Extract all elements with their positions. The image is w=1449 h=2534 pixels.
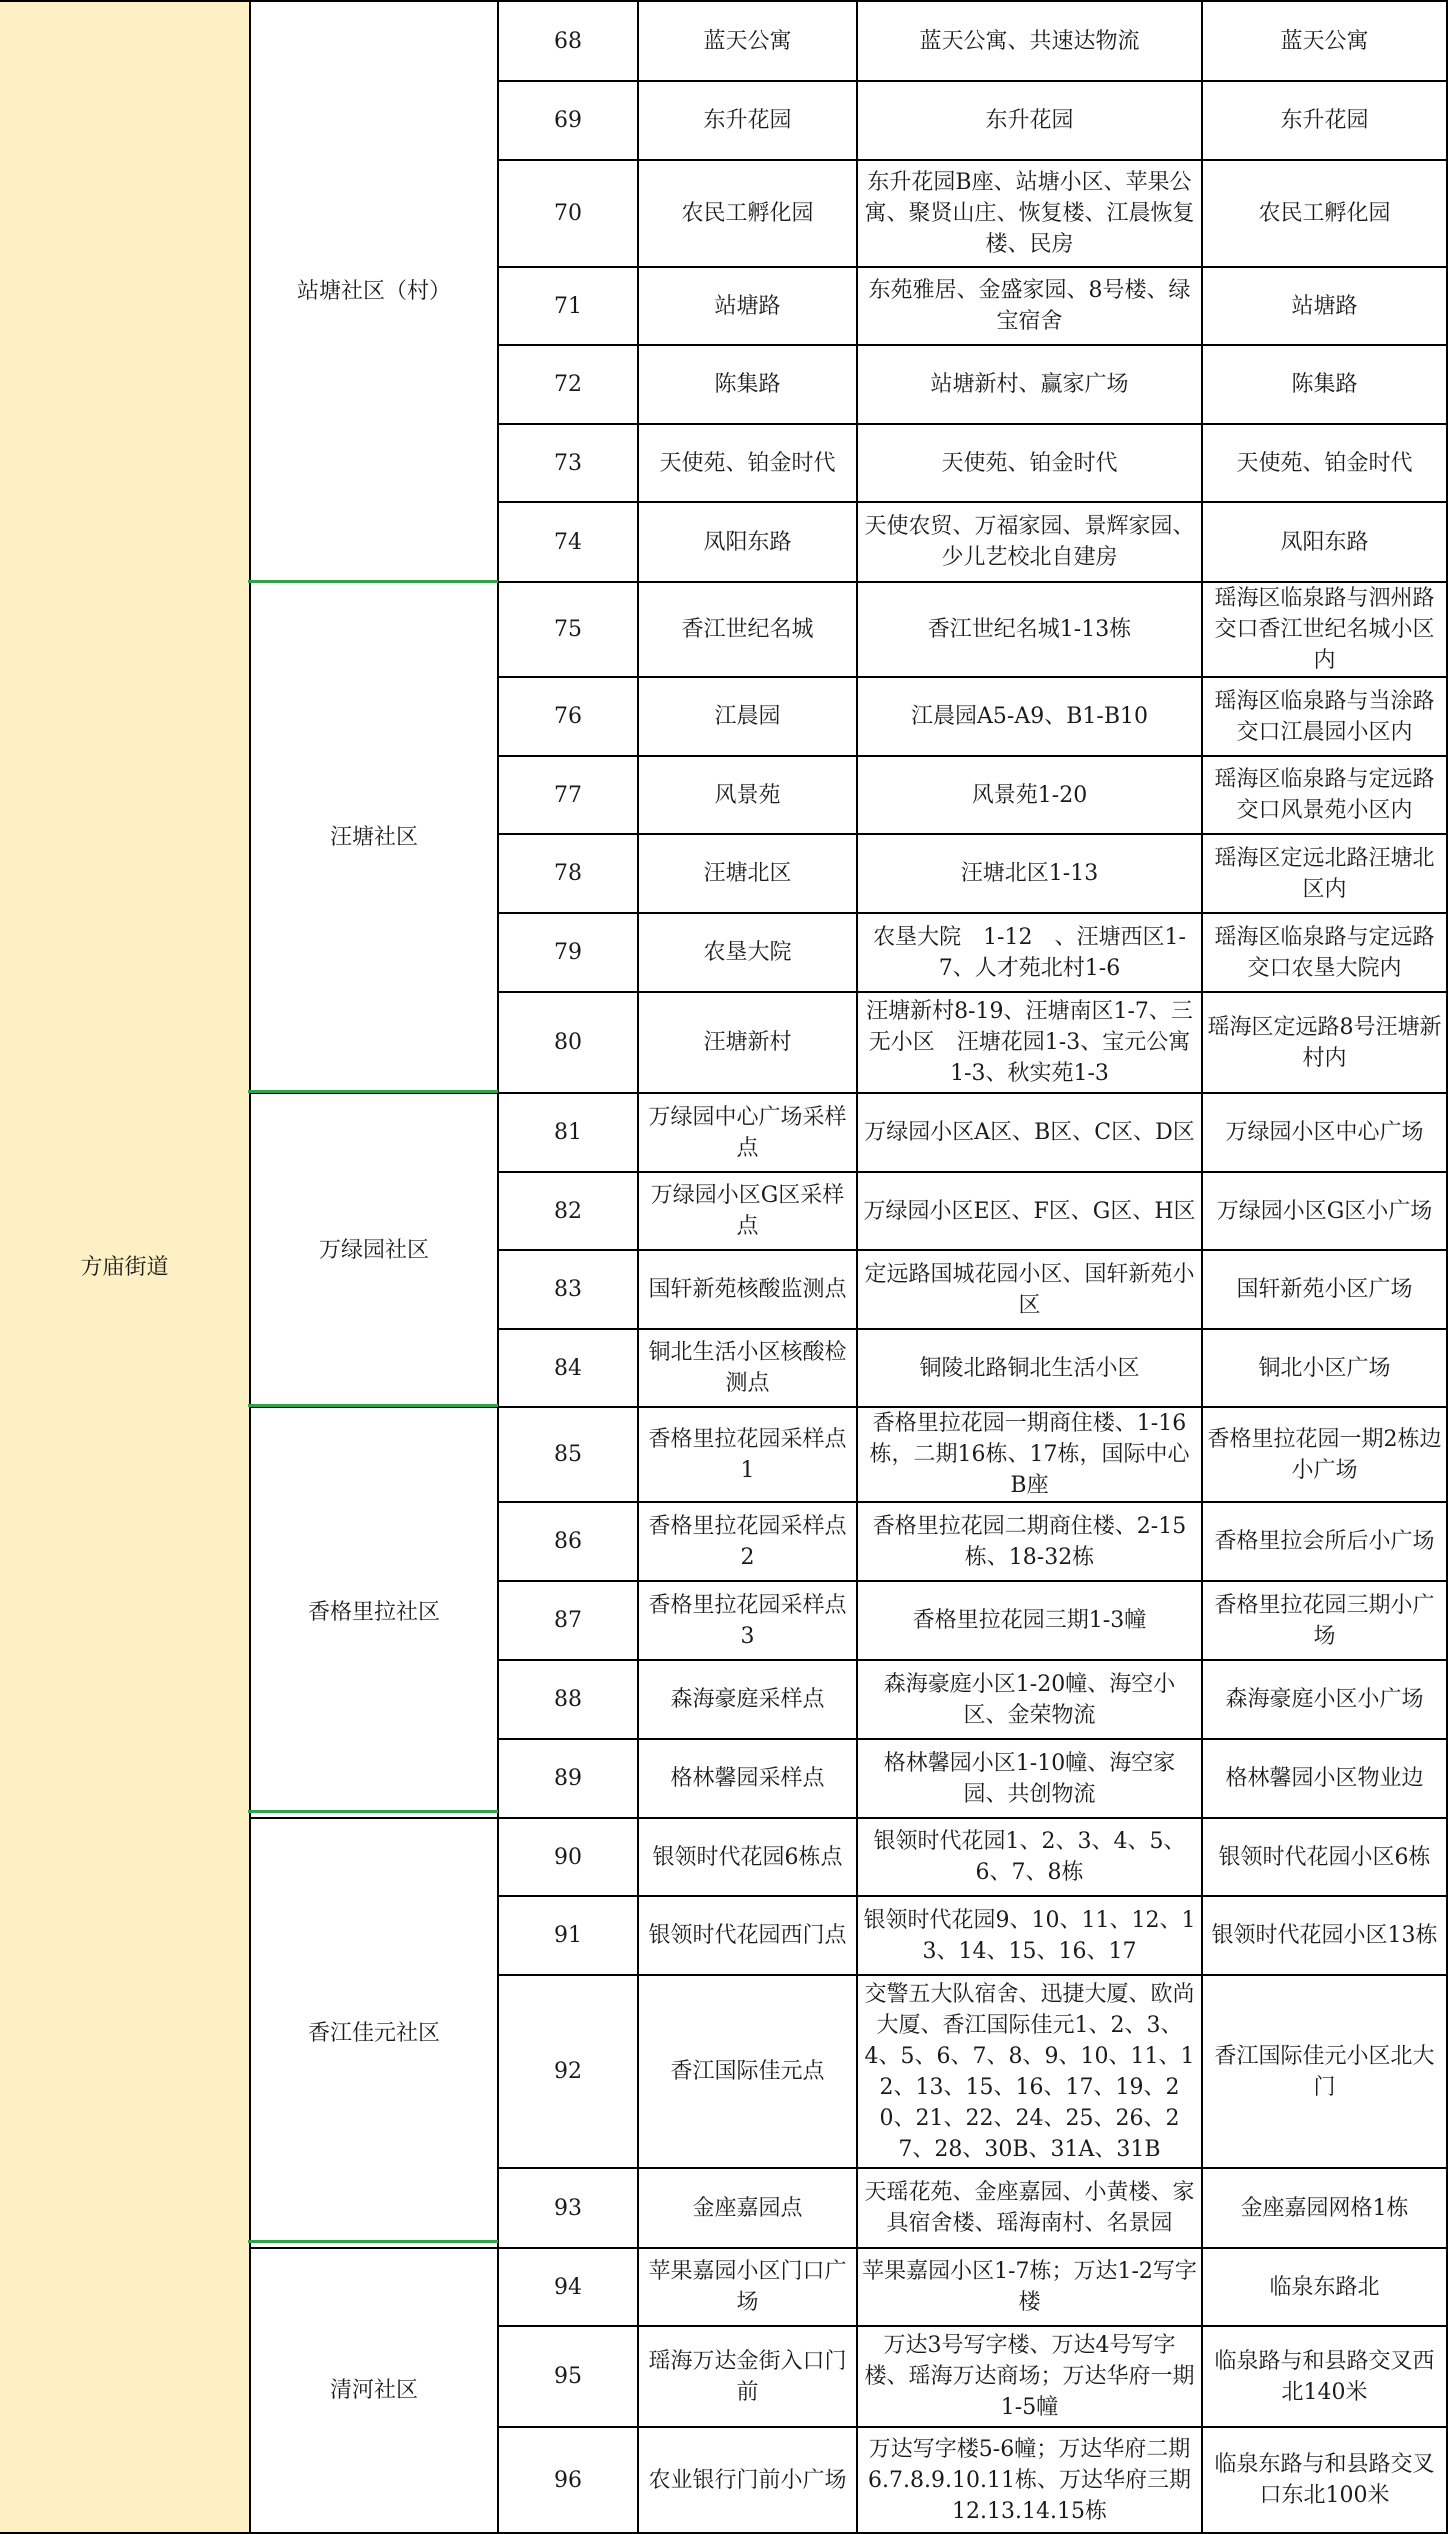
row-number-cell: 81 [498,1093,638,1172]
row-number-cell: 94 [498,2248,638,2326]
site-location-cell: 瑶海区临泉路与泗州路交口香江世纪名城小区内 [1202,582,1447,677]
site-location-cell: 瑶海区临泉路与定远路交口风景苑小区内 [1202,756,1447,834]
coverage-scope-cell: 香江世纪名城1-13栋 [857,582,1202,677]
community-divider [248,1404,498,1407]
sampling-site-cell: 凤阳东路 [638,502,857,582]
site-location-cell: 站塘路 [1202,267,1447,345]
site-location-cell: 瑶海区定远路8号汪塘新村内 [1202,992,1447,1093]
site-location-cell: 瑶海区定远北路汪塘北区内 [1202,834,1447,913]
coverage-scope-cell: 江晨园A5-A9、B1-B10 [857,677,1202,756]
community-divider [248,580,498,583]
row-number-cell: 74 [498,502,638,582]
row-number-cell: 73 [498,424,638,502]
coverage-scope-cell: 香格里拉花园三期1-3幢 [857,1581,1202,1660]
row-number-cell: 90 [498,1818,638,1896]
coverage-scope-cell: 天使苑、铂金时代 [857,424,1202,502]
row-number-cell: 83 [498,1250,638,1329]
site-location-cell: 香格里拉花园三期小广场 [1202,1581,1447,1660]
sampling-site-cell: 香格里拉花园采样点2 [638,1502,857,1581]
sampling-site-cell: 格林馨园采样点 [638,1739,857,1818]
coverage-scope-cell: 汪塘新村8-19、汪塘南区1-7、三无小区 汪塘花园1-3、宝元公寓1-3、秋实苑1-3 [857,992,1202,1093]
site-location-cell: 铜北小区广场 [1202,1329,1447,1407]
site-location-cell: 香格里拉会所后小广场 [1202,1502,1447,1581]
row-number-cell: 82 [498,1172,638,1250]
site-location-cell: 国轩新苑小区广场 [1202,1250,1447,1329]
sampling-site-cell: 香格里拉花园采样点3 [638,1581,857,1660]
row-number-cell: 72 [498,345,638,424]
coverage-scope-cell: 银领时代花园1、2、3、4、5、6、7、8栋 [857,1818,1202,1896]
community-divider [248,2240,498,2243]
coverage-scope-cell: 农垦大院 1-12 、汪塘西区1-7、人才苑北村1-6 [857,913,1202,992]
sampling-site-cell: 森海豪庭采样点 [638,1660,857,1739]
coverage-scope-cell: 蓝天公寓、共速达物流 [857,1,1202,81]
site-location-cell: 凤阳东路 [1202,502,1447,582]
sampling-site-cell: 农垦大院 [638,913,857,992]
sampling-site-cell: 金座嘉园点 [638,2168,857,2248]
sampling-site-cell: 万绿园小区G区采样点 [638,1172,857,1250]
site-location-cell: 万绿园小区G区小广场 [1202,1172,1447,1250]
site-location-cell: 银领时代花园小区13栋 [1202,1896,1447,1975]
sampling-site-cell: 天使苑、铂金时代 [638,424,857,502]
site-location-cell: 东升花园 [1202,81,1447,160]
sampling-site-cell: 铜北生活小区核酸检测点 [638,1329,857,1407]
coverage-scope-cell: 汪塘北区1-13 [857,834,1202,913]
sampling-site-cell: 东升花园 [638,81,857,160]
row-number-cell: 69 [498,81,638,160]
table-row [0,1,1447,81]
coverage-scope-cell: 风景苑1-20 [857,756,1202,834]
coverage-scope-cell: 银领时代花园9、10、11、12、13、14、15、16、17 [857,1896,1202,1975]
row-number-cell: 80 [498,992,638,1093]
coverage-scope-cell: 站塘新村、赢家广场 [857,345,1202,424]
coverage-scope-cell: 东升花园 [857,81,1202,160]
site-location-cell: 陈集路 [1202,345,1447,424]
row-number-cell: 96 [498,2427,638,2533]
site-location-cell: 临泉东路与和县路交叉口东北100米 [1202,2427,1447,2533]
table-body [0,1,1447,2533]
site-location-cell: 天使苑、铂金时代 [1202,424,1447,502]
community-cell: 万绿园社区 [250,1093,498,1407]
site-location-cell: 森海豪庭小区小广场 [1202,1660,1447,1739]
sampling-site-cell: 陈集路 [638,345,857,424]
coverage-scope-cell: 格林馨园小区1-10幢、海空家园、共创物流 [857,1739,1202,1818]
sampling-site-cell: 站塘路 [638,267,857,345]
sampling-site-cell: 汪塘北区 [638,834,857,913]
site-location-cell: 银领时代花园小区6栋 [1202,1818,1447,1896]
coverage-scope-cell: 森海豪庭小区1-20幢、海空小区、金荣物流 [857,1660,1202,1739]
street-cell: 方庙街道 [0,1,250,2533]
site-location-cell: 格林馨园小区物业边 [1202,1739,1447,1818]
row-number-cell: 93 [498,2168,638,2248]
row-number-cell: 71 [498,267,638,345]
sampling-site-cell: 江晨园 [638,677,857,756]
sampling-site-cell: 银领时代花园6栋点 [638,1818,857,1896]
row-number-cell: 88 [498,1660,638,1739]
sampling-site-cell: 风景苑 [638,756,857,834]
coverage-scope-cell: 东苑雅居、金盛家园、8号楼、绿宝宿舍 [857,267,1202,345]
row-number-cell: 85 [498,1407,638,1502]
sampling-site-cell: 蓝天公寓 [638,1,857,81]
coverage-scope-cell: 万绿园小区E区、F区、G区、H区 [857,1172,1202,1250]
site-location-cell: 瑶海区临泉路与定远路交口农垦大院内 [1202,913,1447,992]
coverage-scope-cell: 定远路国城花园小区、国轩新苑小区 [857,1250,1202,1329]
community-cell: 汪塘社区 [250,582,498,1093]
coverage-scope-cell: 万达3号写字楼、万达4号写字楼、瑶海万达商场；万达华府一期1-5幢 [857,2326,1202,2427]
community-cell: 站塘社区（村） [250,1,498,582]
sampling-site-cell: 银领时代花园西门点 [638,1896,857,1975]
coverage-scope-cell: 万达写字楼5-6幢；万达华府二期6.7.8.9.10.11栋、万达华府三期12.13.14.15栋 [857,2427,1202,2533]
sampling-site-cell: 瑶海万达金街入口门前 [638,2326,857,2427]
row-number-cell: 84 [498,1329,638,1407]
sampling-site-cell: 汪塘新村 [638,992,857,1093]
row-number-cell: 89 [498,1739,638,1818]
community-cell: 香格里拉社区 [250,1407,498,1818]
row-number-cell: 87 [498,1581,638,1660]
coverage-scope-cell: 东升花园B座、站塘小区、苹果公寓、聚贤山庄、恢复楼、江晨恢复楼、民房 [857,160,1202,267]
community-divider [248,1090,498,1093]
row-number-cell: 76 [498,677,638,756]
site-location-cell: 香格里拉花园一期2栋边小广场 [1202,1407,1447,1502]
site-location-cell: 临泉路与和县路交叉西北140米 [1202,2326,1447,2427]
site-location-cell: 临泉东路北 [1202,2248,1447,2326]
site-location-cell: 瑶海区临泉路与当涂路交口江晨园小区内 [1202,677,1447,756]
sampling-site-cell: 国轩新苑核酸监测点 [638,1250,857,1329]
community-divider [248,1810,498,1813]
site-location-cell: 金座嘉园网格1栋 [1202,2168,1447,2248]
row-number-cell: 95 [498,2326,638,2427]
coverage-scope-cell: 香格里拉花园二期商住楼、2-15栋、18-32栋 [857,1502,1202,1581]
row-number-cell: 78 [498,834,638,913]
row-number-cell: 92 [498,1975,638,2168]
coverage-scope-cell: 天使农贸、万福家园、景辉家园、少儿艺校北自建房 [857,502,1202,582]
sampling-site-cell: 香江世纪名城 [638,582,857,677]
community-cell: 香江佳元社区 [250,1818,498,2248]
row-number-cell: 68 [498,1,638,81]
site-location-cell: 蓝天公寓 [1202,1,1447,81]
row-number-cell: 79 [498,913,638,992]
coverage-scope-cell: 香格里拉花园一期商住楼、1-16栋，二期16栋、17栋，国际中心B座 [857,1407,1202,1502]
community-cell: 清河社区 [250,2248,498,2533]
site-location-cell: 农民工孵化园 [1202,160,1447,267]
site-location-cell: 香江国际佳元小区北大门 [1202,1975,1447,2168]
sampling-site-cell: 农民工孵化园 [638,160,857,267]
site-location-cell: 万绿园小区中心广场 [1202,1093,1447,1172]
row-number-cell: 86 [498,1502,638,1581]
row-number-cell: 75 [498,582,638,677]
coverage-scope-cell: 天瑶花苑、金座嘉园、小黄楼、家具宿舍楼、瑶海南村、名景园 [857,2168,1202,2248]
row-number-cell: 91 [498,1896,638,1975]
sampling-site-cell: 香江国际佳元点 [638,1975,857,2168]
sampling-site-cell: 农业银行门前小广场 [638,2427,857,2533]
row-number-cell: 70 [498,160,638,267]
sampling-site-cell: 苹果嘉园小区门口广场 [638,2248,857,2326]
sampling-site-cell: 万绿园中心广场采样点 [638,1093,857,1172]
coverage-scope-cell: 苹果嘉园小区1-7栋；万达1-2写字楼 [857,2248,1202,2326]
row-number-cell: 77 [498,756,638,834]
sampling-site-cell: 香格里拉花园采样点1 [638,1407,857,1502]
coverage-scope-cell: 万绿园小区A区、B区、C区、D区 [857,1093,1202,1172]
coverage-scope-cell: 铜陵北路铜北生活小区 [857,1329,1202,1407]
coverage-scope-cell: 交警五大队宿舍、迅捷大厦、欧尚大厦、香江国际佳元1、2、3、4、5、6、7、8、9、10、11、12、13、15、16、17、19、20、21、22、24、25、26、27、28、30B、31A、31B [857,1975,1202,2168]
